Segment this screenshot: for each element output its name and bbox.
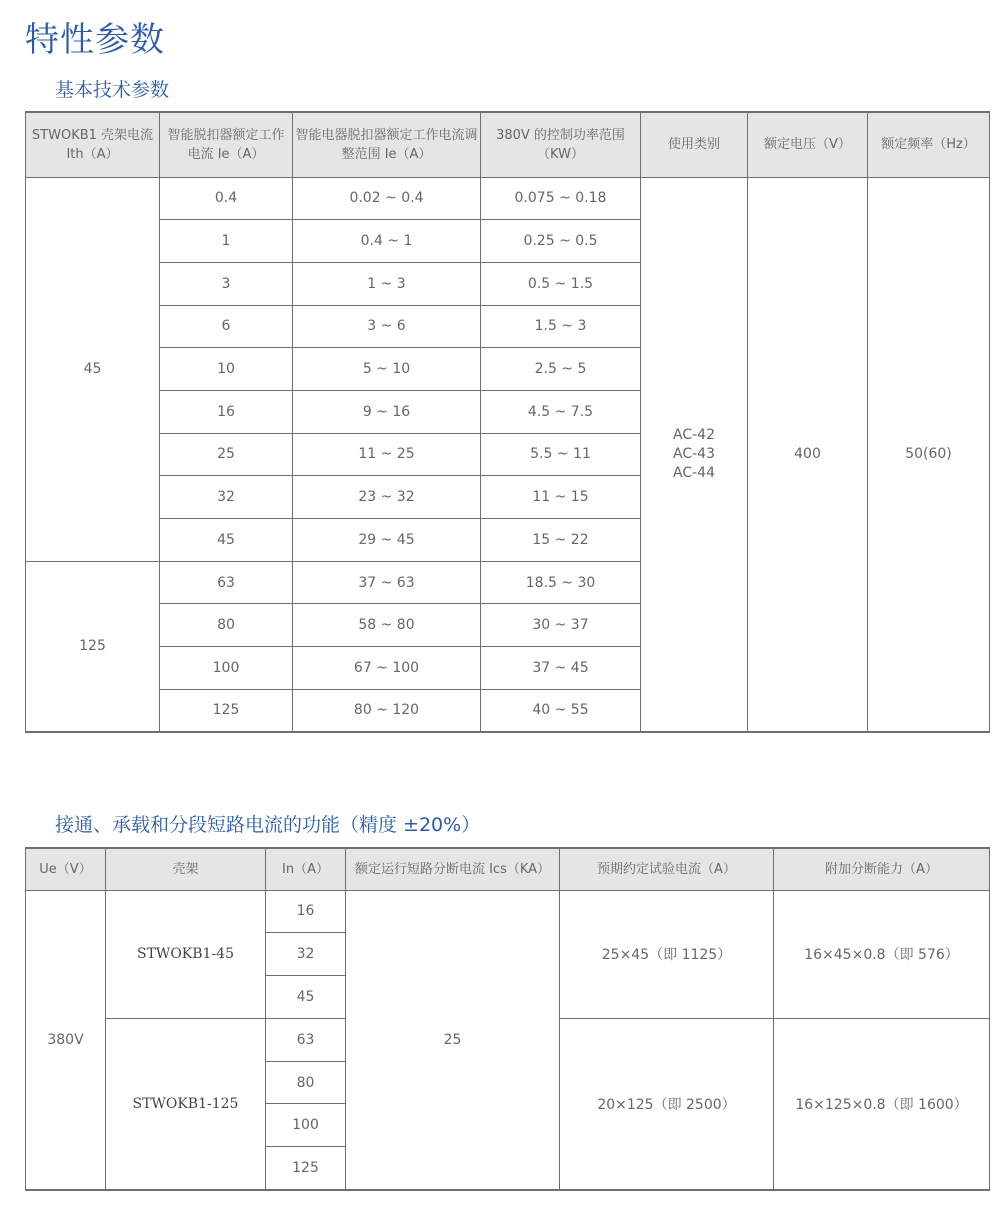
- header-ics: 额定运行短路分断电流 Ics（KA）: [346, 848, 560, 890]
- frame-current-cell: 45: [26, 177, 160, 561]
- adjust-range-cell: 9 ~ 16: [293, 390, 481, 433]
- usage-category-cell: [641, 177, 748, 732]
- section-title-short-circuit: 接通、承载和分段短路电流的功能（精度 ±20%）: [55, 814, 481, 836]
- control-power-cell: 2.5 ~ 5: [481, 348, 641, 391]
- adjust-range-cell: 0.4 ~ 1: [293, 220, 481, 263]
- in-cell: 32: [266, 933, 346, 976]
- adjust-range-cell: 23 ~ 32: [293, 476, 481, 519]
- adjust-range-cell: 5 ~ 10: [293, 348, 481, 391]
- test-current-cell: 25×45（即 1125）: [560, 890, 774, 1018]
- header-control-power: 380V 的控制功率范围（KW）: [481, 112, 641, 177]
- ics-cell: 25: [346, 890, 560, 1190]
- control-power-cell: 37 ~ 45: [481, 647, 641, 690]
- rated-current-cell: 25: [160, 433, 293, 476]
- rated-current-cell: 6: [160, 305, 293, 348]
- header-usage-category: 使用类别: [641, 112, 748, 177]
- rated-frequency-cell: 50(60): [868, 177, 990, 732]
- control-power-cell: 1.5 ~ 3: [481, 305, 641, 348]
- in-cell: 125: [266, 1147, 346, 1190]
- rated-current-cell: 32: [160, 476, 293, 519]
- rated-current-cell: 100: [160, 647, 293, 690]
- header-adjust-range: 智能电器脱扣器额定工作电流调整范围 Ie（A）: [293, 112, 481, 177]
- table-row: [26, 177, 990, 220]
- frame-model-cell: STWOKB1-125: [106, 1018, 266, 1189]
- page-title: 特性参数: [25, 20, 165, 60]
- control-power-cell: 0.5 ~ 1.5: [481, 262, 641, 305]
- header-rated-current: 智能脱扣器额定工作电流 Ie（A）: [160, 112, 293, 177]
- control-power-cell: 30 ~ 37: [481, 604, 641, 647]
- adjust-range-cell: 67 ~ 100: [293, 647, 481, 690]
- header-frame: 壳架: [106, 848, 266, 890]
- adjust-range-cell: 58 ~ 80: [293, 604, 481, 647]
- adjust-range-cell: 29 ~ 45: [293, 519, 481, 562]
- rated-current-cell: 0.4: [160, 177, 293, 220]
- in-cell: 80: [266, 1061, 346, 1104]
- table-row: [26, 890, 990, 933]
- control-power-cell: 40 ~ 55: [481, 689, 641, 732]
- header-extra-capacity: 附加分断能力（A）: [774, 848, 990, 890]
- frame-model-cell: STWOKB1-45: [106, 890, 266, 1018]
- adjust-range-cell: 11 ~ 25: [293, 433, 481, 476]
- control-power-cell: 0.075 ~ 0.18: [481, 177, 641, 220]
- in-cell: 16: [266, 890, 346, 933]
- section-title-basic-params: 基本技术参数: [55, 79, 170, 101]
- header-test-current: 预期约定试验电流（A）: [560, 848, 774, 890]
- header-ue: Ue（V）: [26, 848, 106, 890]
- rated-current-cell: 45: [160, 519, 293, 562]
- extra-capacity-cell: 16×125×0.8（即 1600）: [774, 1018, 990, 1189]
- adjust-range-cell: 80 ~ 120: [293, 689, 481, 732]
- rated-current-cell: 80: [160, 604, 293, 647]
- control-power-cell: 11 ~ 15: [481, 476, 641, 519]
- category-item: AC-44: [673, 464, 715, 481]
- header-frame-current: STWOKB1 壳架电流 Ith（A）: [26, 112, 160, 177]
- extra-capacity-cell: 16×45×0.8（即 576）: [774, 890, 990, 1018]
- rated-current-cell: 63: [160, 561, 293, 604]
- control-power-cell: 0.25 ~ 0.5: [481, 220, 641, 263]
- control-power-cell: 15 ~ 22: [481, 519, 641, 562]
- control-power-cell: 4.5 ~ 7.5: [481, 390, 641, 433]
- adjust-range-cell: 37 ~ 63: [293, 561, 481, 604]
- rated-current-cell: 16: [160, 390, 293, 433]
- header-in: In（A）: [266, 848, 346, 890]
- table-header-row: [26, 848, 990, 890]
- header-rated-voltage: 额定电压（V）: [748, 112, 868, 177]
- adjust-range-cell: 3 ~ 6: [293, 305, 481, 348]
- rated-voltage-cell: 400: [748, 177, 868, 732]
- adjust-range-cell: 0.02 ~ 0.4: [293, 177, 481, 220]
- category-item: AC-43: [673, 445, 715, 462]
- in-cell: 100: [266, 1104, 346, 1147]
- in-cell: 45: [266, 976, 346, 1019]
- short-circuit-table: [25, 847, 990, 1191]
- rated-current-cell: 10: [160, 348, 293, 391]
- rated-current-cell: 1: [160, 220, 293, 263]
- control-power-cell: 18.5 ~ 30: [481, 561, 641, 604]
- control-power-cell: 5.5 ~ 11: [481, 433, 641, 476]
- header-rated-frequency: 额定频率（Hz）: [868, 112, 990, 177]
- rated-current-cell: 3: [160, 262, 293, 305]
- in-cell: 63: [266, 1018, 346, 1061]
- basic-params-table: [25, 111, 990, 733]
- adjust-range-cell: 1 ~ 3: [293, 262, 481, 305]
- table-header-row: [26, 112, 990, 177]
- frame-current-cell: 125: [26, 561, 160, 732]
- test-current-cell: 20×125（即 2500）: [560, 1018, 774, 1189]
- rated-current-cell: 125: [160, 689, 293, 732]
- category-item: AC-42: [673, 426, 715, 443]
- ue-cell: 380V: [26, 890, 106, 1190]
